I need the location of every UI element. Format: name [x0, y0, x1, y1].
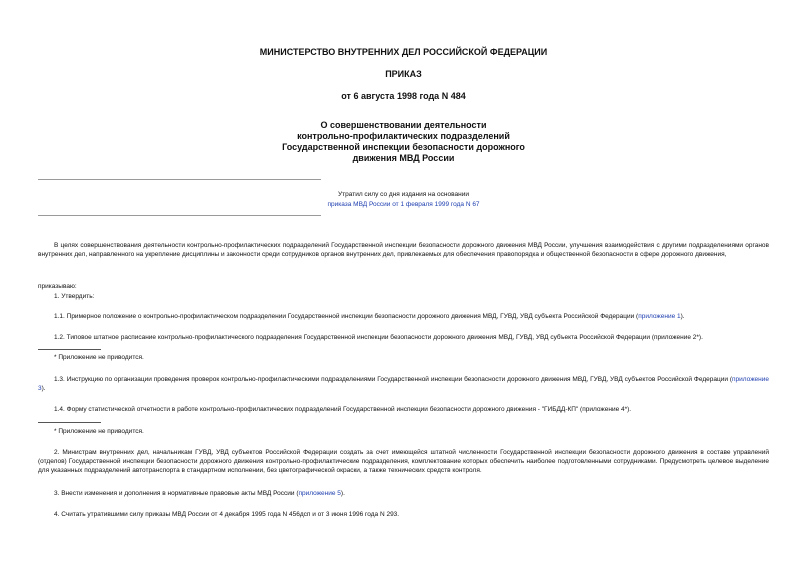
status-note-link-line [0, 200, 807, 209]
ministry-heading: МИНИСТЕРСТВО ВНУТРЕННИХ ДЕЛ РОССИЙСКОЙ ФЕДЕРАЦИИ [259, 47, 548, 57]
appendix-3-link[interactable]: приложение 3 [38, 376, 769, 393]
document-date: от 6 августа 1998 года N 484 [341, 91, 466, 101]
item-3-end: ). [340, 490, 345, 497]
order-word: приказываю: [38, 283, 77, 290]
item-3-text: 3. Внести изменения и дополнения в нормативные правовые акты МВД России ( [54, 490, 299, 497]
item-4: 4. Считать утратившими силу приказы МВД России от 4 декабря 1995 года N 456дсп и от 3 июня 1996 года N 293. [54, 511, 400, 518]
title-line: Государственной инспекции безопасности дорожного [282, 142, 525, 152]
item-1-1-end: ). [680, 313, 685, 320]
document-type: ПРИКАЗ [385, 69, 422, 79]
item-1-1-text: 1.1. Примерное положение о контрольно-профилактическом подразделении Государственной инспекции безопасности дорожного движения МВД, ГУВД, УВД субъекта Российской Федерации ( [54, 313, 639, 320]
intro-paragraph: В целях совершенствования деятельности контрольно-профилактических подразделений Государственной инспекции безопасности дорожного движения МВД России, улучшения взаимодействия с другими подразделениями органов внутренних дел, направленного на укрепление дисциплины и законности среди сотрудников органов внутренних дел, привлекаемых для обеспечения правопорядка и общественной безопасности в сфере дорожного движения, [38, 242, 769, 259]
status-note: Утратил силу со дня издания на основании [338, 191, 469, 198]
footnote-separator [38, 349, 101, 350]
item-1: 1. Утвердить: [54, 293, 95, 300]
footnote: * Приложение не приводится. [54, 354, 144, 361]
footnote: * Приложение не приводится. [54, 428, 144, 435]
title-line: контрольно-профилактических подразделений [297, 131, 510, 141]
item-1-1 [38, 312, 769, 321]
separator-line [38, 179, 321, 180]
item-1-4: 1.4. Форму статистической отчетности в работе контрольно-профилактических подразделений Государственной инспекции безопасности дорожного движения - "ГИБДД-КП" (приложение 4*). [54, 406, 632, 413]
footnote-separator [38, 422, 101, 423]
separator-line [38, 215, 321, 216]
item-1-3-text: 1.3. Инструкцию по организации проведения проверок контрольно-профилактическими подразделениями Государственной инспекции безопасности дорожного движения МВД, ГУВД, УВД субъектов Российской Федерации ( [54, 376, 733, 383]
item-2: 2. Министрам внутренних дел, начальникам ГУВД, УВД субъектов Российской Федерации создать за счет имеющейся штатной численности Государственной инспекции безопасности дорожного движения в составе управлений (отделов) Государственной инспекции безопасности дорожного движения контрольно-профилактические подразделения, комплектование которых обеспечить наиболее подготовленными сотрудниками. Предусмотреть целевое выделение для указанных подразделений автотранспорта в стандартном исполнении, без цветографической окраски, а также технических средств контроля. [38, 449, 769, 475]
appendix-5-link[interactable]: приложение 5 [298, 490, 341, 497]
title-line: О совершенствовании деятельности [320, 120, 487, 130]
item-3 [38, 489, 769, 498]
appendix-1-link[interactable]: приложение 1 [638, 313, 681, 320]
item-1-2: 1.2. Типовое штатное расписание контрольно-профилактического подразделения Государственной инспекции безопасности дорожного движения МВД, ГУВД, УВД субъекта Российской Федерации (приложение 2*). [54, 334, 703, 341]
repeal-order-link[interactable]: приказа МВД России от 1 февраля 1999 года N 67 [327, 201, 480, 208]
title-line: движения МВД России [352, 153, 455, 163]
item-1-3-end: ). [41, 385, 46, 393]
item-1-3 [38, 375, 769, 393]
